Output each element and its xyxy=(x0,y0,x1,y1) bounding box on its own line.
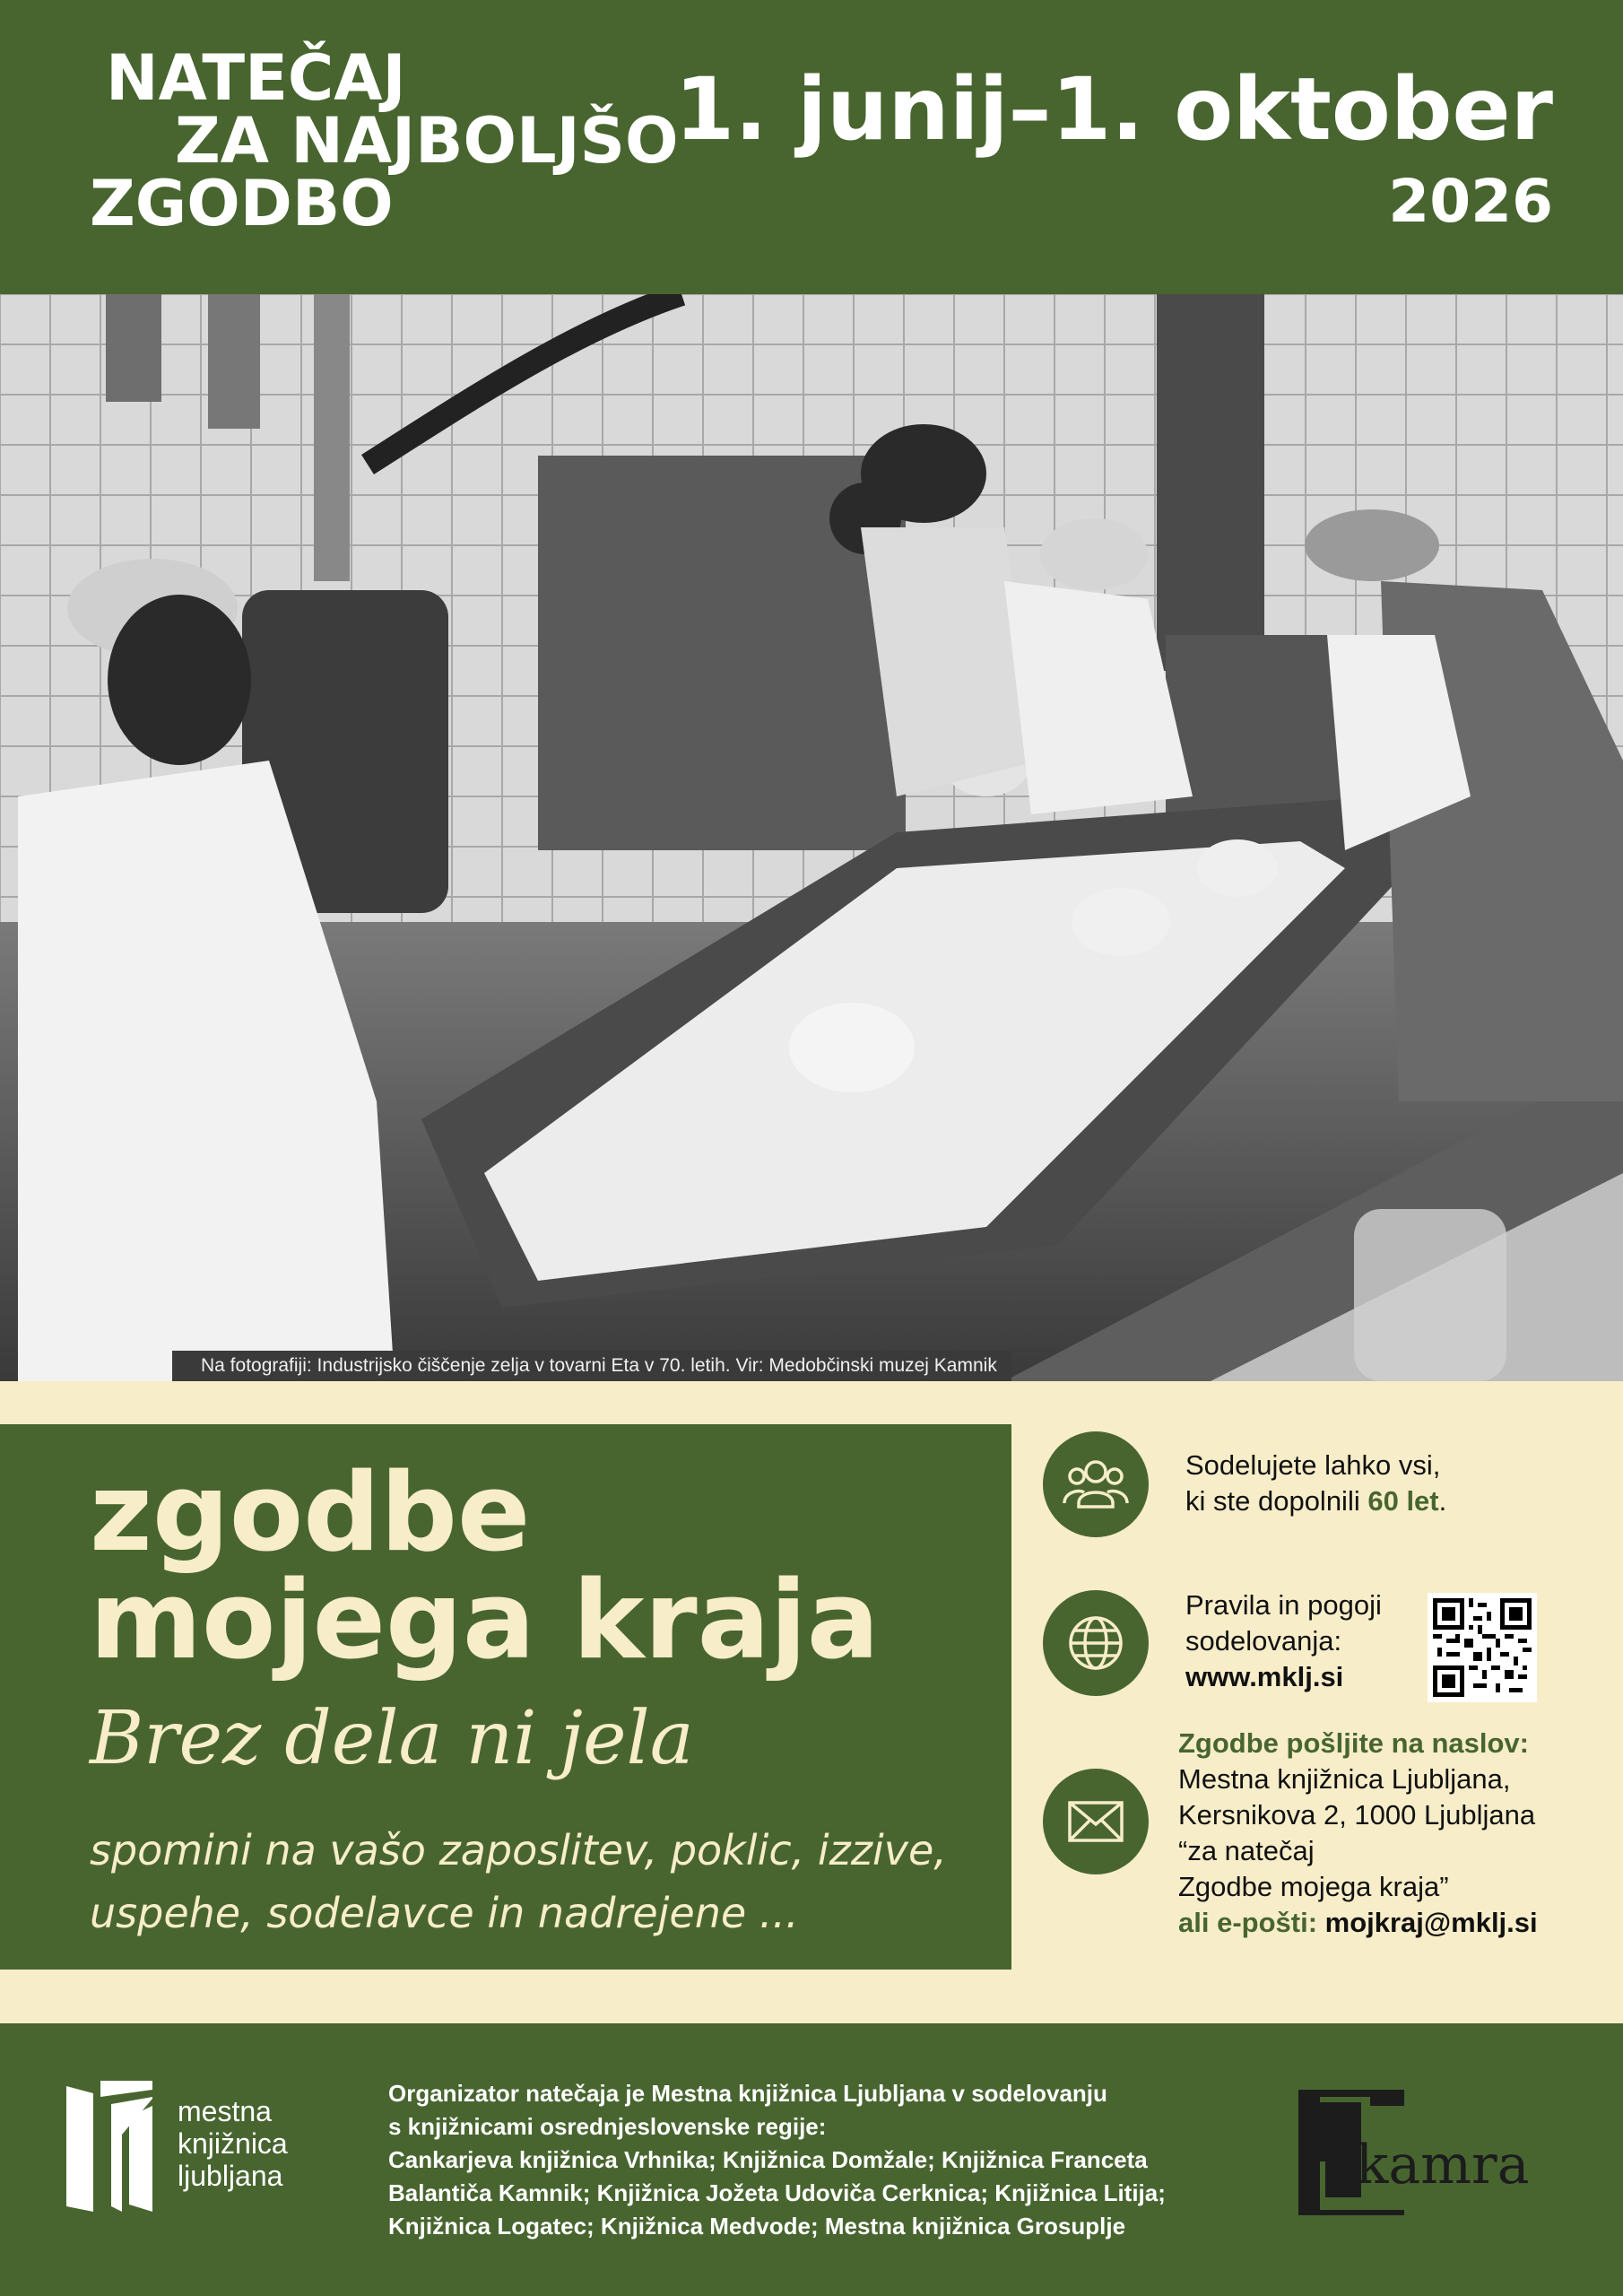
email-link[interactable]: mojkraj@mklj.si xyxy=(1324,1907,1538,1938)
rules-url-link[interactable]: www.mklj.si xyxy=(1185,1661,1344,1692)
email-line xyxy=(1178,1905,1538,1941)
factory-photo xyxy=(0,294,1623,1381)
organizer-line-1: Organizator natečaja je Mestna knjižnica Ljubljana v sodelovanju xyxy=(388,2080,1107,2107)
participants-line-2 xyxy=(1185,1483,1446,1519)
logo-line-1: mestna xyxy=(178,2095,272,2127)
title-line-3: ZGODBO xyxy=(90,167,394,240)
motto: Brez dela ni jela xyxy=(90,1696,694,1781)
people-group-icon xyxy=(1043,1431,1149,1537)
subtitle-line-1: spomini na vašo zaposlitev, poklic, izzive, xyxy=(90,1826,947,1874)
globe-icon xyxy=(1043,1590,1149,1696)
organizer-line-2: s knjižnicami osrednjeslovenske regije: xyxy=(388,2113,827,2140)
address-line-3: “za natečaj xyxy=(1178,1835,1315,1866)
participants-info xyxy=(1185,1448,1446,1519)
participants-line-1: Sodelujete lahko vsi, xyxy=(1185,1449,1441,1481)
participants-age: 60 let xyxy=(1367,1485,1439,1517)
participants-suffix: . xyxy=(1438,1485,1447,1517)
participants-prefix: ki ste dopolnili xyxy=(1185,1485,1368,1517)
envelope-icon xyxy=(1043,1769,1149,1874)
address-line-4: Zgodbe mojega kraja” xyxy=(1178,1871,1449,1902)
rules-line-2: sodelovanja: xyxy=(1185,1625,1342,1657)
photo-caption: Na fotografiji: Industrijsko čiščenje zelja v tovarni Eta v 70. letih. Vir: Medobčinski muzej Kamnik xyxy=(172,1351,1011,1381)
kamra-logo-text: kamra xyxy=(1356,2134,1530,2196)
logo-line-2: knjižnica xyxy=(178,2127,288,2160)
organizer-line-5: Knjižnica Logatec; Knjižnica Medvode; Mestna knjižnica Grosuplje xyxy=(388,2213,1126,2239)
address-line-2: Kersnikova 2, 1000 Ljubljana xyxy=(1178,1799,1536,1831)
contest-year: 2026 xyxy=(1388,167,1553,236)
organizer-line-4: Balantiča Kamnik; Knjižnica Jožeta Udoviča Cerknica; Knjižnica Litija; xyxy=(388,2179,1166,2206)
email-label: ali e-pošti: xyxy=(1178,1907,1325,1938)
rules-info xyxy=(1185,1587,1382,1695)
contest-dates: 1. junij–1. oktober xyxy=(674,59,1553,160)
send-heading: Zgodbe pošljite na naslov: xyxy=(1178,1727,1529,1759)
qr-code[interactable] xyxy=(1428,1593,1537,1702)
library-logo-text xyxy=(178,2095,288,2192)
subtitle-line-2: uspehe, sodelavce in nadrejene ... xyxy=(90,1889,799,1937)
organizer-text xyxy=(388,2077,1166,2243)
headline-line-2: mojega kraja xyxy=(90,1559,880,1683)
title-line-1: NATEČAJ xyxy=(106,41,406,115)
logo-line-3: ljubljana xyxy=(178,2160,283,2192)
headline-line-1: zgodbe xyxy=(90,1451,531,1576)
title-line-2: ZA NAJBOLJŠO xyxy=(175,104,679,178)
address-line-1: Mestna knjižnica Ljubljana, xyxy=(1178,1763,1511,1795)
send-info xyxy=(1178,1726,1538,1941)
library-logo-icon xyxy=(66,2081,165,2215)
organizer-line-3: Cankarjeva knjižnica Vrhnika; Knjižnica Domžale; Knjižnica Franceta xyxy=(388,2146,1148,2173)
rules-line-1: Pravila in pogoji xyxy=(1185,1589,1382,1621)
